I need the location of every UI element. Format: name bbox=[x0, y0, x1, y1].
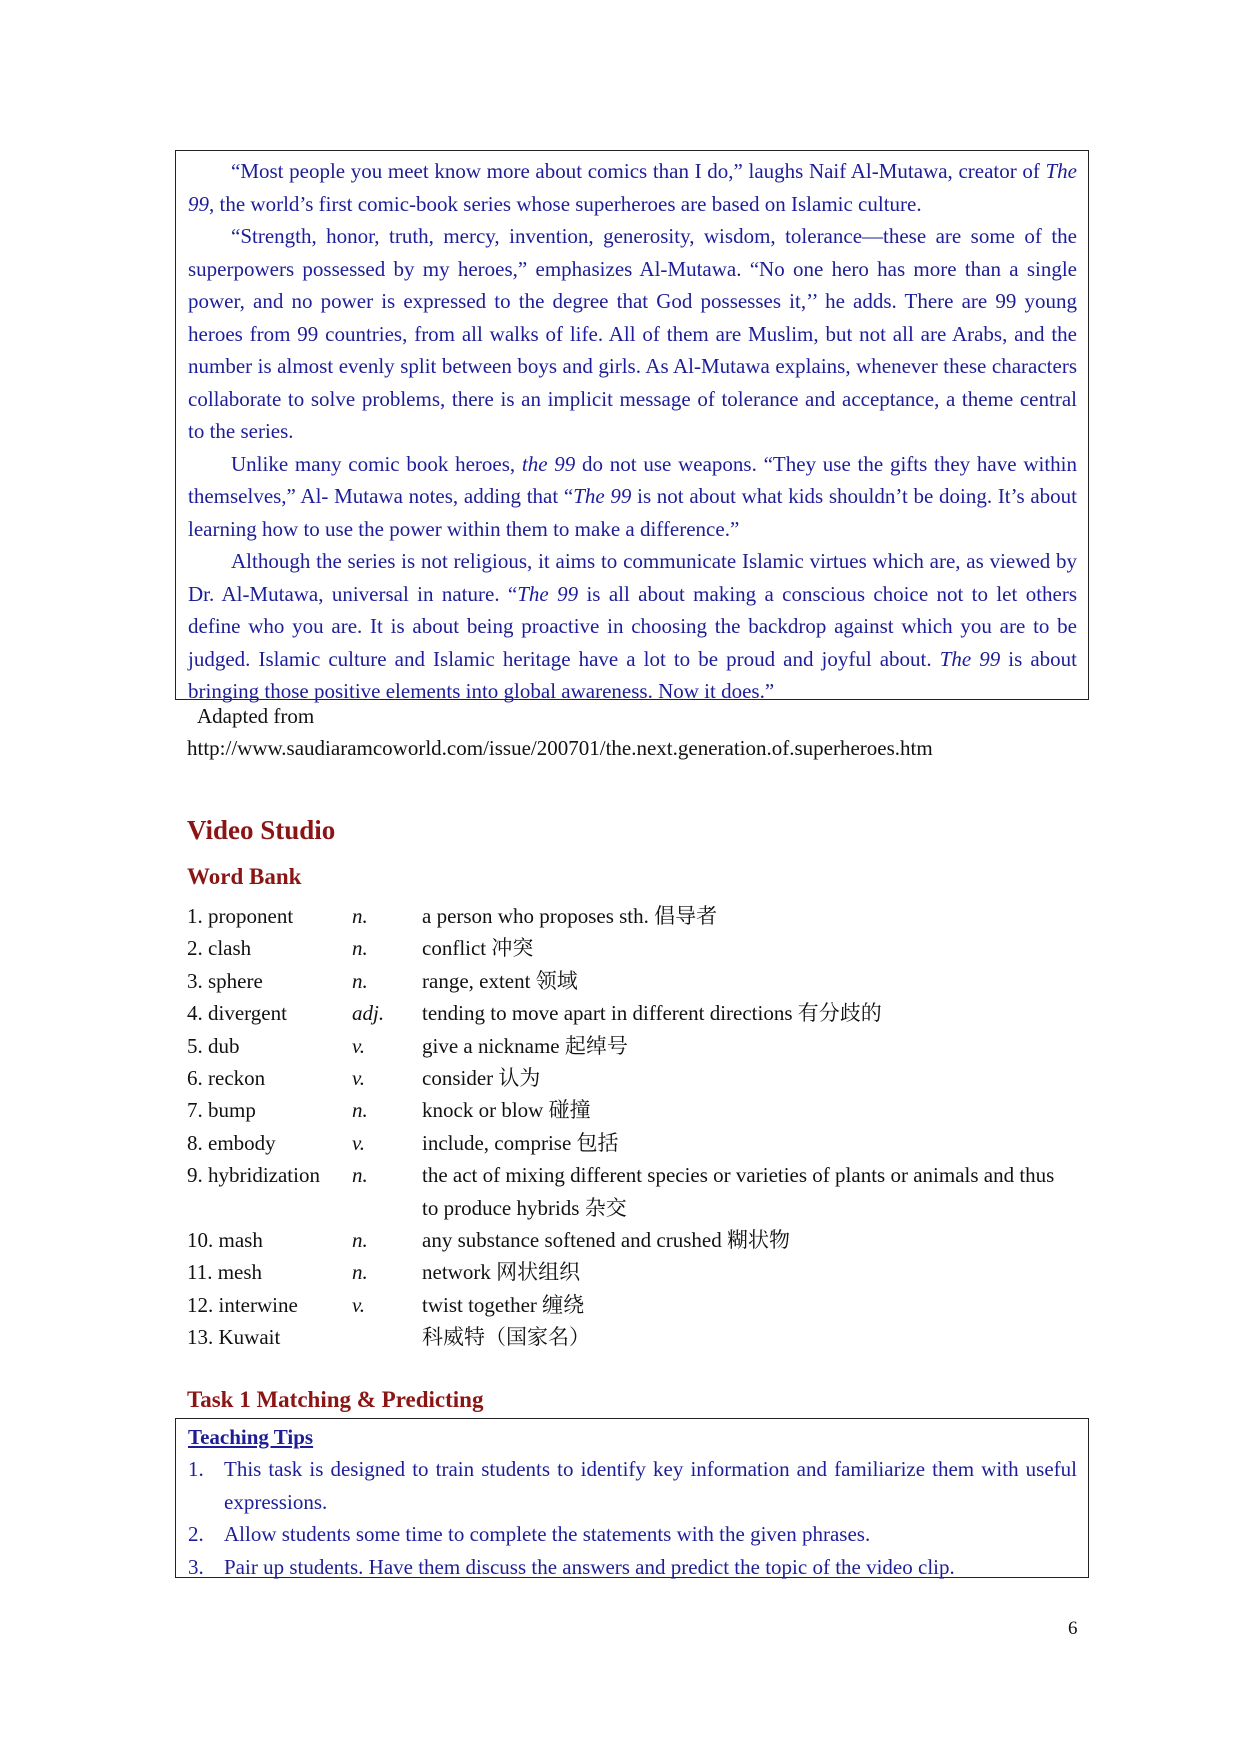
part-of-speech: v. bbox=[352, 1033, 366, 1058]
tip-number: 3. bbox=[188, 1554, 204, 1579]
word-bank-item bbox=[187, 965, 1067, 997]
word-term: 7. bump bbox=[187, 1098, 256, 1123]
word-definition: the act of mixing different species or varieties of plants or animals and thus to produce hybrids 杂交 bbox=[422, 1163, 1055, 1220]
part-of-speech: n. bbox=[352, 1098, 368, 1123]
word-bank-item bbox=[187, 1030, 1067, 1062]
italic-title: The 99 bbox=[188, 159, 1077, 216]
teaching-tip bbox=[188, 1518, 1077, 1551]
part-of-speech: v. bbox=[352, 1130, 366, 1155]
word-term: 4. divergent bbox=[187, 1001, 287, 1026]
word-bank-list bbox=[187, 900, 1067, 1353]
word-definition: a person who proposes sth. 倡导者 bbox=[422, 904, 718, 928]
word-definition: any substance softened and crushed 糊状物 bbox=[422, 1227, 790, 1252]
word-term: 13. Kuwait bbox=[187, 1325, 281, 1350]
tip-text: Allow students some time to complete the statements with the given phrases. bbox=[224, 1522, 871, 1546]
word-term: 12. interwine bbox=[187, 1292, 298, 1317]
word-term: 5. dub bbox=[187, 1033, 240, 1058]
part-of-speech: n. bbox=[352, 936, 368, 961]
word-term: 9. hybridization bbox=[187, 1163, 320, 1188]
part-of-speech: n. bbox=[352, 904, 368, 928]
word-definition: 科威特（国家名） bbox=[422, 1325, 590, 1350]
word-term: 1. proponent bbox=[187, 904, 294, 928]
word-bank-item bbox=[187, 1321, 1067, 1353]
italic-title: The 99 bbox=[939, 646, 1001, 671]
reading-passage-box bbox=[175, 150, 1089, 703]
word-definition: tending to move apart in different directions 有分歧的 bbox=[422, 1001, 882, 1026]
teaching-tip bbox=[188, 1453, 1077, 1518]
word-term: 10. mash bbox=[187, 1227, 263, 1252]
passage-paragraph bbox=[188, 545, 1077, 708]
teaching-tip bbox=[188, 1551, 1077, 1584]
passage-text: is all about making a conscious choice not to let others define who you are. It is about being proactive in choosing the backdrop against which you are to be judged. Islamic culture and Islamic heritage have a lot to be proud and joyful about. bbox=[188, 581, 1078, 671]
word-definition: knock or blow 碰撞 bbox=[422, 1098, 591, 1123]
part-of-speech: n. bbox=[352, 968, 368, 993]
tip-number: 2. bbox=[188, 1522, 204, 1546]
word-bank-item bbox=[187, 1256, 1067, 1288]
passage-text: Unlike many comic book heroes, bbox=[231, 451, 522, 476]
tip-text: This task is designed to train students to identify key information and familiarize them with useful expressions. bbox=[224, 1457, 1077, 1514]
italic-title: The 99 bbox=[573, 484, 632, 508]
source-url: http://www.saudiaramcoworld.com/issue/200701/the.next.generation.of.superheroes.htm bbox=[187, 736, 933, 760]
passage-text: “Most people you meet know more about comics than I do,” laughs Naif Al-Mutawa, creator of bbox=[231, 159, 1046, 183]
passage-text: do not use weapons. “They use the gifts they have within themselves,” Al- Mutawa notes, adding that “ bbox=[188, 451, 1077, 508]
passage-paragraphs bbox=[188, 155, 1077, 708]
italic-title: the 99 bbox=[521, 451, 576, 476]
passage-text: “Strength, honor, truth, mercy, invention, generosity, wisdom, tolerance—these are some of the superpowers possessed by my heroes,” emphasizes Al-Mutawa. “No one hero has more than a single power, and no power is expressed to the degree that God possesses it,’’ he adds. There are 99 young heroes from 99 countries, from all walks of life. All of them are Muslim, but not all are Arabs, and the number is almost evenly split between boys and girls. As Al-Mutawa explains, whenever these characters collaborate to solve problems, there is an implicit message of tolerance and acceptance, a theme central to the series. bbox=[188, 224, 1077, 443]
passage-text: Although the series is not religious, it aims to communicate Islamic virtues which are, as viewed by Dr. Al-Mutawa, universal in nature. “ bbox=[188, 549, 1077, 606]
word-definition: give a nickname 起绰号 bbox=[422, 1033, 628, 1058]
part-of-speech: n. bbox=[352, 1227, 368, 1252]
word-term: 2. clash bbox=[187, 936, 252, 961]
word-bank-item bbox=[187, 900, 1067, 932]
tip-number: 1. bbox=[188, 1457, 204, 1481]
part-of-speech: n. bbox=[352, 1260, 368, 1285]
passage-paragraph bbox=[188, 155, 1077, 220]
passage-text: is not about what kids shouldn’t be doing. It’s about learning how to use the power within them to make a difference.” bbox=[188, 484, 1077, 541]
word-bank-title: Word Bank bbox=[187, 864, 302, 889]
word-term: 8. embody bbox=[187, 1130, 276, 1155]
part-of-speech: adj. bbox=[352, 1001, 385, 1026]
word-bank-item bbox=[187, 1289, 1067, 1321]
word-definition: twist together 缠绕 bbox=[422, 1292, 585, 1317]
word-bank-item bbox=[187, 997, 1067, 1029]
word-bank-item bbox=[187, 1159, 1067, 1224]
passage-paragraph bbox=[188, 220, 1077, 448]
word-definition: include, comprise 包括 bbox=[422, 1130, 619, 1155]
section-title: Video Studio bbox=[187, 815, 336, 845]
teaching-tips-title: Teaching Tips bbox=[188, 1425, 314, 1449]
word-term: 3. sphere bbox=[187, 968, 263, 993]
word-bank-item bbox=[187, 1224, 1067, 1256]
part-of-speech: v. bbox=[352, 1065, 366, 1090]
word-bank-item bbox=[187, 932, 1067, 964]
passage-text: is about bringing those positive elements into global awareness. Now it does.” bbox=[188, 646, 1078, 703]
word-definition: conflict 冲突 bbox=[422, 936, 534, 961]
word-term: 11. mesh bbox=[187, 1260, 263, 1285]
part-of-speech: v. bbox=[352, 1292, 366, 1317]
word-bank-item bbox=[187, 1094, 1067, 1126]
word-definition: consider 认为 bbox=[422, 1065, 541, 1090]
passage-paragraph bbox=[188, 448, 1077, 546]
source-label: Adapted from bbox=[197, 704, 315, 728]
word-definition: range, extent 领域 bbox=[422, 968, 578, 993]
part-of-speech: n. bbox=[352, 1163, 368, 1188]
passage-text: , the world’s first comic-book series whose superheroes are based on Islamic culture. bbox=[209, 191, 922, 216]
teaching-tips-list bbox=[188, 1453, 1077, 1583]
italic-title: The 99 bbox=[517, 581, 579, 606]
page-number: 6 bbox=[1068, 1618, 1078, 1639]
tip-text: Pair up students. Have them discuss the answers and predict the topic of the video clip. bbox=[224, 1554, 955, 1579]
word-term: 6. reckon bbox=[187, 1065, 266, 1090]
teaching-tips-box bbox=[175, 1418, 1089, 1578]
word-bank-item bbox=[187, 1127, 1067, 1159]
word-definition: network 网状组织 bbox=[422, 1260, 581, 1285]
task-title: Task 1 Matching & Predicting bbox=[187, 1387, 484, 1412]
word-bank-item bbox=[187, 1062, 1067, 1094]
